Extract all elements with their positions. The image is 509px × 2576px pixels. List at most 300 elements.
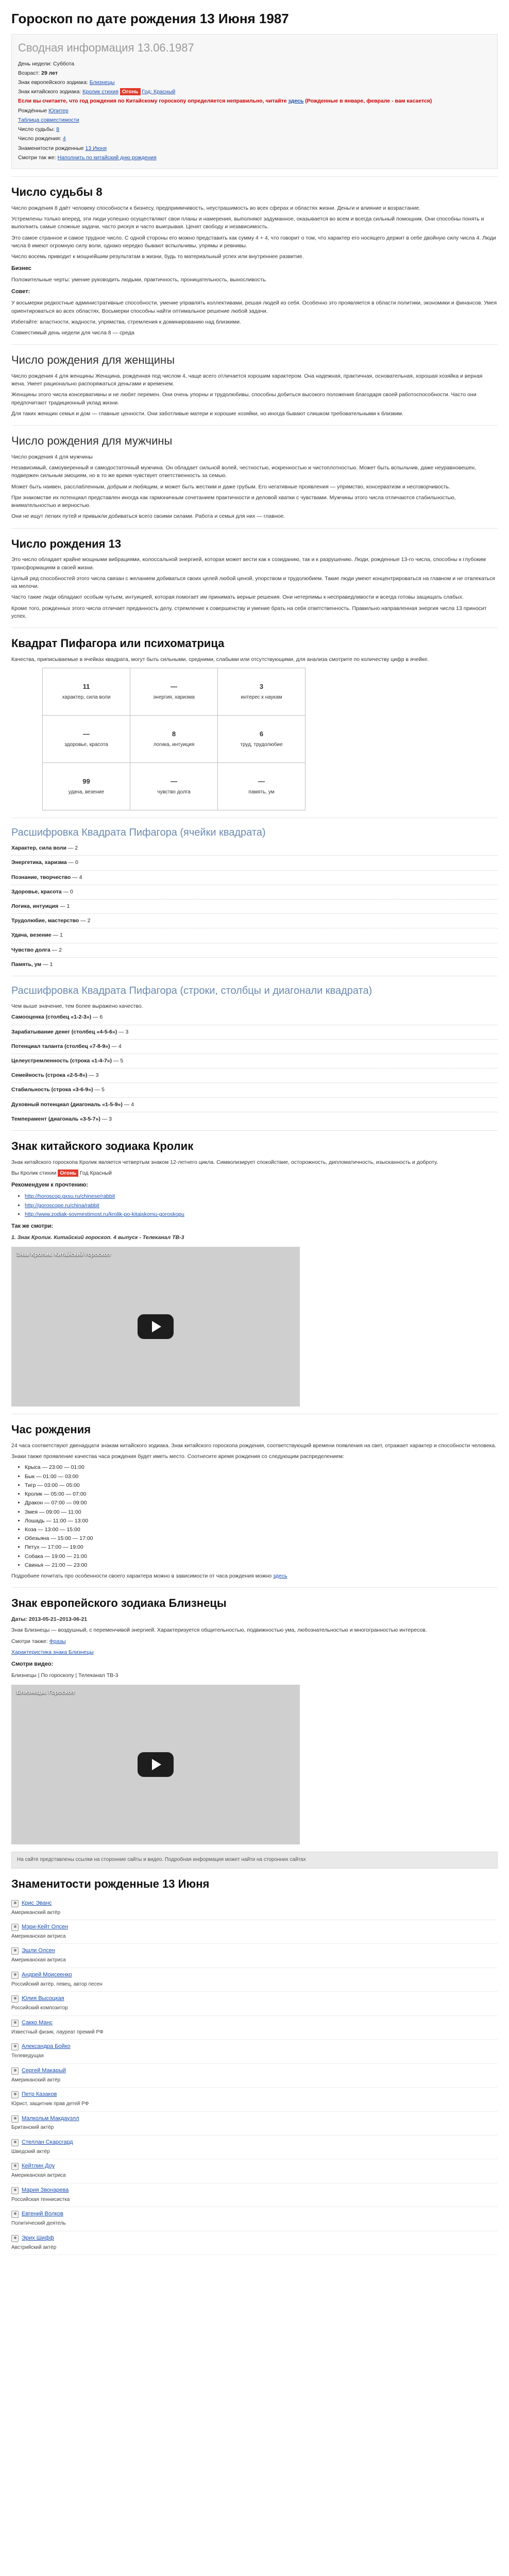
pythagoras-grid [42,668,306,810]
rabbit-element-row [11,1170,498,1177]
gemini-dates-value: 2013-05-21–2013-06-21 [28,1616,88,1623]
summary-row-chinese [18,88,491,96]
line-item: Духовный потенциал (диагональ «1-5-9») — 4 [11,1101,134,1108]
grid-cell [43,716,130,763]
gemini-heading: Знак европейского зодиака Близнецы [11,1597,227,1610]
gemini-see-label: Смотри также: [11,1638,48,1645]
grid-cell-num: — [171,777,177,785]
pythagoras-section [11,635,498,1123]
list-item: • Тигр — 03:00 — 05:00 [25,1482,498,1489]
famous-person [11,2136,498,2159]
person-icon [11,2139,19,2146]
play-button[interactable] [138,1752,174,1777]
famous-name-link[interactable]: Малкольм Макдауэлл [22,2115,79,2122]
famous-name-row [11,2210,498,2218]
summary-row-other [18,154,491,162]
famous-person [11,1896,498,1920]
line-item: Темперамент (диагональ «3-5-7») — 3 [11,1115,112,1122]
rabbit-video-label: Так же смотри: [11,1223,54,1229]
famous-desc: Американский актёр [11,1909,61,1916]
famous-person [11,2183,498,2207]
cell-item-label: Чувство долга [11,946,50,953]
cell-item-value: 2 [75,845,78,852]
famous-name-row [11,2019,498,2027]
planet-label: Рождённые [18,107,49,114]
list-item [25,1202,498,1210]
list-item: • Обезьяна — 15:00 — 17:00 [25,1535,498,1543]
famous-name-link[interactable]: Мария Звонарева [22,2187,69,2193]
grid-cell-label: здоровье, красота [64,741,108,748]
birth13-paragraph: Это число обладает крайне мощными вибрациями, колоссальной энергией, которая может вести как к созиданию, так и к разрушению. Люди, рожденные 13-го числа, способны к глубоким трансформациям в своей жизни. [11,556,486,571]
famous-name-row [11,2067,498,2075]
famous-name-link[interactable]: Стеллан Скарсгард [22,2139,73,2145]
recommend-label: Рекомендуем к прочтению: [11,1182,88,1189]
famous-person [11,1968,498,1992]
men-heading: Число рождения для мужчины [11,434,173,448]
grid-cell-label: память, ум [248,789,275,795]
summary-row-zodiac [18,79,491,87]
divider [11,870,498,871]
gemini-section [11,1595,498,1844]
famous-name-row [11,2187,498,2195]
divider [11,344,498,345]
summary-row-destiny [18,126,491,133]
list-item: • Собака — 19:00 — 21:00 [25,1553,498,1561]
chinese-sign-link[interactable]: Кролик стихия [82,89,118,95]
play-button[interactable] [138,1314,174,1339]
famous-name-link[interactable]: Петр Казаков [22,2091,57,2098]
chinese-label: Знак китайского зодиака: [18,89,81,95]
famous-label: Знаменитости рожденные [18,145,84,151]
grid-cell-num: — [258,777,265,785]
list-item [25,1211,498,1218]
list-item: • Змея — 09:00 — 11:00 [25,1509,498,1516]
summary-row-value: 29 лет [41,70,58,76]
grid-cell-label: чувство долга [157,789,191,795]
line-item: Целеустремленность (строка «1-4-7») — 5 [11,1057,124,1064]
person-icon [11,2115,19,2123]
element-badge: Огонь [120,88,141,95]
men-paragraph: Число рождения 4 для мужчины [11,454,93,461]
positive-text: Положительные черты: умение руководить людьми, практичность, проницательность, выносливость. [11,277,267,283]
cell-item: Характер, сила воли — 2 [11,845,78,852]
line-item: Самооценка (столбец «1-2-3») — 6 [11,1014,103,1021]
hours-paragraph: Знаки также проявление качества часа рождения будет иметь место. Соотнесите время рождения со следующим распределением: [11,1453,344,1460]
famous-desc: Американская актриса [11,1933,66,1939]
line-item-value: 3 [125,1028,129,1035]
line-item-value: 6 [99,1014,103,1021]
recommend-list [25,1193,498,1218]
rabbit-section [11,1138,498,1406]
famous-name-link[interactable]: Евгений Волков [22,2211,64,2217]
grid-cell-num: 6 [259,730,264,738]
person-icon [11,1972,19,1979]
negative-label: Совет: [11,289,30,295]
line-item: Зарабатывание денег (столбец «4-5-6») — 3 [11,1028,129,1035]
cell-item: Чувство долга — 2 [11,946,62,953]
famous-name-link[interactable]: Андрей Моисеенко [22,1971,72,1978]
video-title: Близнецы. Гороскоп [16,1689,75,1696]
line-item-label: Семейность (строка «2-5-8») [11,1072,88,1079]
destiny-heading: Число судьбы 8 [11,185,103,198]
famous-name-link[interactable]: Александра Бойко [22,2043,71,2050]
destiny-paragraph: Устремлены только вперед, эти люди успешно осуществляют свои планы и намерения, выполняют задуманное, оказывается во всем и всегда сильный помощник. Они способны понять и выполнить самые сложные задачи, часто рискуя и часто выигрывая. Ценят свободу и независимость. [11,216,484,230]
women-paragraph: Женщины этого числа консервативны и не любят перемен. Они очень упорны и трудолюбивы, способны добиться высокого положения благодаря своей работоспособности. Часто они предпочитают традиционный уклад жизни. [11,392,477,406]
famous-name-link[interactable]: Сергей Макарый [22,2067,66,2074]
line-item-label: Целеустремленность (строка «1-4-7») [11,1057,112,1064]
famous-name-link[interactable]: Мэри-Кейт Олсен [22,1924,69,1930]
recommend-link[interactable]: http://horoscop.gxsu.ru/chinese/rabbit [25,1193,115,1200]
women-paragraph: Для таких женщин семья и дом — главные ценности. Они заботливые матери и хорошие хозяйки, но иногда бывают слишком требовательными к близким. [11,410,403,417]
famous-person [11,1920,498,1944]
recommend-link[interactable]: http://www.zodiak-sovmestimost.ru/krolik-po-kitajskomu-goroskopu [25,1211,184,1217]
rabbit-paragraph: Знак китайского гороскопа Кролик является четвертым знаком 12-летнего цикла. Символизирует спокойствие, осторожность, дипломатичность, изысканность и доброту. [11,1159,438,1165]
summary-heading: Сводная информация 13.06.1987 [18,41,194,54]
destiny-paragraph: Избегайте: властности, жадности, упрямства, стремления к доминированию над близкими. [11,318,241,325]
line-item-value: 4 [118,1043,122,1049]
famous-person [11,1944,498,1968]
hours-list [25,1464,498,1569]
line-item-value: 4 [131,1101,134,1108]
line-item-label: Духовный потенциал (диагональ «1-5-9») [11,1101,123,1108]
famous-desc: Американская актриса [11,2173,66,2179]
famous-heading: Знаменитости рожденные 13 Июня [11,1877,210,1890]
famous-desc: Российский актёр, певец, автор песен [11,1981,103,1987]
list-item: • Дракон — 07:00 — 09:00 [25,1499,498,1507]
grid-cell [130,763,218,810]
gemini-video-caption: Близнецы | По гороскопу | Телеканал ТВ-3 [11,1672,118,1679]
person-icon [11,2091,19,2098]
divider [11,1068,498,1069]
famous-desc: Австрийский актёр [11,2244,57,2250]
negative-text: У восьмерки редкостные административные способности, умение управлять коллективами, решая людей из себя. Особенно это проявляется в области политики, экономики и финансов. Умея ориентироваться во всех областях, Восьмерки способны найти оптимальное решение любой задачи. [11,300,497,314]
line-item: Семейность (строка «2-5-8») — 3 [11,1072,99,1079]
lines-list [11,1013,498,1123]
gemini-videos-label: Смотри видео: [11,1661,54,1668]
rabbit-heading: Знак китайского зодиака Кролик [11,1140,194,1153]
famous-person [11,1992,498,2015]
hours-heading: Час рождения [11,1423,91,1436]
cell-item-value: 4 [79,874,82,880]
cell-item-value: 2 [87,918,91,924]
famous-person [11,2040,498,2063]
grid-cell-label: труд, трудолюбие [240,741,283,748]
cell-item-label: Характер, сила воли [11,845,66,852]
rabbit-video-caption [11,1234,498,1242]
list-item: • Лошадь — 11:00 — 13:00 [25,1517,498,1525]
gemini-video-player[interactable] [11,1685,300,1844]
page-title: Гороскоп по дате рождения 13 Июня 1987 [11,11,289,26]
famous-desc: Российская теннисистка [11,2196,70,2202]
person-icon [11,1995,19,2003]
person-icon [11,2211,19,2218]
cell-item-value: 0 [75,859,78,866]
gemini-paragraph: Знак Близнецы — воздушный, с переменчивой энергией. Характеризуется общительностью, подвижностью ума, любознательностью и многогранностью интересов. [11,1627,427,1634]
famous-name-row [11,1947,498,1955]
grid-cell [130,668,218,716]
person-icon [11,1924,19,1931]
person-icon [11,1900,19,1907]
hours-paragraph: 24 часа соответствуют двенадцати знакам китайского зодиака. Знак китайского гороскопа рождения, соответствующий времени появления на свет, отражает характер и способности человека. [11,1443,497,1449]
cell-item-label: Познание, творчество [11,874,71,880]
summary-row-value: Суббота [53,60,75,67]
cell-item-label: Логика, интуиция [11,903,59,909]
famous-name-link[interactable]: Сакко Манс [22,2019,53,2026]
rabbit-element-suffix: Год Красный [79,1170,112,1177]
warning-text: Если вы считаете, что год рождения по Китайскому гороскопу определяется неправильно, читайте [18,98,287,105]
compat-link[interactable]: Таблица совместимости [18,116,79,123]
famous-person [11,2231,498,2255]
birth13-section [11,536,498,620]
famous-desc: Телеведущая [11,2053,44,2059]
grid-cell [43,763,130,810]
birth13-paragraph: Кроме того, рожденных этого числа отличает преданность делу, стремление к совершенству и умение брать на себя ответственность. Правильно направленная энергия числа 13 приносит успех. [11,605,487,619]
hours-footer [11,1572,498,1580]
rabbit-element-prefix: Вы Кролик стихии [11,1170,57,1177]
famous-name-link[interactable]: Юлия Высоцкая [22,1995,64,2002]
grid-cell-label: интерес к наукам [241,694,282,700]
person-icon [11,2235,19,2242]
person-icon [11,2043,19,2050]
summary-row-compat [18,116,491,124]
famous-name-link[interactable]: Кейтлин Доу [22,2163,55,2170]
destiny-paragraph: Число восемь приводит к мощнейшим результатам в жизни, будь то материальный успех или внутреннее развитие. [11,253,304,260]
men-paragraph: Может быть наивен, расслабленным, добрым и любящим, и может быть жестким и даже грубым. Его негативные проявления — упрямство, консерватизм и несговорчивость. [11,483,450,490]
play-icon [152,1759,161,1770]
zodiac-link[interactable]: Близнецы [89,79,115,86]
divider [11,1039,498,1040]
list-item: • Кролик — 05:00 — 07:00 [25,1490,498,1498]
birth13-paragraph: Целый ряд способностей этого числа связан с желанием добиваться своих целей любой ценой, упорством и трудолюбием. Такие люди умеют концентрироваться на главном и не отвлекаться на мелочи. [11,575,495,590]
cell-item: Удача, везение — 1 [11,932,63,939]
women-heading: Число рождения для женщины [11,353,175,367]
grid-cell-num: 8 [172,730,176,738]
famous-person [11,2064,498,2088]
lines-heading: Расшифровка Квадрата Пифагора (строки, столбцы и диагонали квадрата) [11,985,372,997]
list-item: • Петух — 17:00 — 19:00 [25,1544,498,1551]
warning-tail: (Рожденные в январе, феврале - вам касается) [305,98,432,105]
famous-desc: Юрист, защитник прав детей РФ [11,2101,89,2107]
cell-item-label: Память, ум [11,961,42,968]
year-color-link[interactable]: Год: Красный [142,89,176,95]
line-item: Потенциал таланта (столбец «7-8-9») — 4 [11,1043,122,1049]
cell-item: Трудолюбие, мастерство — 2 [11,918,91,924]
famous-name-row [11,2043,498,2051]
person-icon [11,2187,19,2194]
birthnum-label: Число рождения: [18,135,61,142]
famous-name-row [11,1971,498,1979]
hours-section [11,1421,498,1580]
grid-cell [218,763,306,810]
cell-item-label: Трудолюбие, мастерство [11,918,79,924]
famous-desc: Британский актёр [11,2125,54,2131]
famous-name-row [11,1923,498,1931]
hours-footer-link[interactable]: здесь [273,1573,287,1580]
line-item: Стабильность (строка «3-6-9») — 5 [11,1087,105,1093]
women-section [11,352,498,418]
cell-item-value: 2 [59,946,62,953]
line-item-label: Стабильность (строка «3-6-9») [11,1087,93,1093]
famous-desc: Политический деятель [11,2221,66,2227]
warning-link[interactable]: здесь [288,98,304,105]
famous-name-row [11,2162,498,2171]
person-icon [11,2020,19,2027]
divider [11,1587,498,1588]
famous-name-link[interactable]: Эрих Шифф [22,2234,55,2241]
destiny-paragraph: Совместимый день недели для числа 8 — среда [11,329,134,336]
men-paragraph: Независимый, самоуверенный и самодостаточный мужчина. Он обладает сильной волей, честностью, искренностью и чистоплотностью. Может быть вспыльчив, даже неуравновешен, подвержен сильным эмоциям, но в то же время чувствует ответственность за семью. [11,465,477,479]
destiny-paragraph: Это самое странное и самое трудное число. С одной стороны его можно представить как сумму 4 + 4, что говорит о том, что характер его носящего держит в себе двойную силу числа 4. Люди числа 8 имеют огромную силу воли, однако нередко бывают вспыльчивы, упрямы и ревнивы. [11,234,496,249]
famous-person [11,2112,498,2136]
other-link[interactable]: Наполнить по китайский дню рождения [57,154,157,161]
line-item-value: 3 [109,1115,112,1122]
gemini-see-link[interactable]: Фразы [49,1638,66,1645]
positive-label: Бизнес [11,265,31,272]
gemini-dates [11,1616,498,1623]
cell-item: Логика, интуиция — 1 [11,903,70,909]
famous-name-row [11,2091,498,2099]
rabbit-video-player[interactable] [11,1247,300,1406]
famous-person [11,2159,498,2183]
birthnum-link[interactable]: 4 [62,135,66,142]
divider [11,1130,498,1131]
line-item-label: Потенциал таланта (столбец «7-8-9») [11,1043,110,1049]
famous-person [11,2207,498,2231]
famous-desc: Американская актриса [11,1957,66,1963]
grid-cell-num: — [171,682,177,690]
divider [11,528,498,529]
summary-row-age [18,70,491,77]
men-paragraph: При знакомстве их потенциал представлен иногда как гармоничным сочетанием практичности и деловой хватки с чувствами. Мужчины этого числа отличаются стабильностью, внимательностью и верностью. [11,494,456,509]
grid-cell [43,668,130,716]
cell-item-value: 1 [49,961,53,968]
rabbit-element-badge: Огонь [58,1170,78,1177]
person-icon [11,2163,19,2170]
cell-item-value: 1 [66,903,70,909]
summary-panel [11,34,498,169]
line-item-label: Зарабатывание денег (столбец «4-5-6») [11,1028,117,1035]
famous-name-row [11,2234,498,2243]
famous-name-row [11,1995,498,2003]
birth13-heading: Число рождения 13 [11,537,122,550]
list-item: • Свинья — 21:00 — 23:00 [25,1562,498,1569]
women-paragraph: Число рождения 4 для женщины Женщина, рожденная под числом 4, чаще всего отличается хорошим характером. Она надежная, практичная, основательная, хорошая хозяйка и верная жена. Умеет рационально распоряжаться деньгами и временем. [11,373,483,387]
men-paragraph: Они не ищут легких путей и привыкли добиваться всего своими силами. Работа и семья для них — главное. [11,513,285,520]
summary-row-label: Возраст: [18,70,40,76]
summary-warning [18,97,491,105]
famous-desc: Шведский актёр [11,2148,50,2155]
line-item-label: Самооценка (столбец «1-2-3») [11,1014,92,1021]
destiny-label: Число судьбы: [18,126,55,133]
summary-row-label: День недели: [18,60,52,67]
recommend-link[interactable]: http://goroscope.ru/china/rabbit [25,1202,99,1209]
pythagoras-heading: Квадрат Пифагора или психоматрица [11,636,225,650]
line-item-value: 5 [120,1057,124,1064]
list-item: • Крыса — 23:00 — 01:00 [25,1464,498,1471]
person-icon [11,1947,19,1955]
destiny-paragraph: Число рождения 8 даёт человеку способности к бизнесу, предприимчивость, неустрашимость во всех сферах и областях жизни. Деньги и влияние и возрастание. [11,205,421,211]
play-icon [152,1321,161,1332]
divider [11,913,498,914]
cell-item: Здоровье, красота — 0 [11,888,73,895]
cell-item: Энергетика, харизма — 0 [11,859,78,866]
famous-link[interactable]: 13 Июня [85,145,107,151]
video-title: Знак Кролик. Китайский гороскоп [16,1251,111,1258]
grid-cell-label: удача, везение [68,789,105,795]
grid-cell-label: логика, интуиция [153,741,195,748]
gemini-dates-label: Даты: [11,1616,27,1623]
gemini-link-row [11,1649,498,1656]
pythagoras-intro: Качества, приписываемые в ячейках квадрата, могут быть сильными, средними, слабыми или отсутствующими, для анализа смотрите по количеству цифр в ячейке. [11,656,429,663]
famous-name-link[interactable]: Эшли Олсен [22,1947,55,1954]
cell-item-value: 0 [70,888,73,895]
famous-person [11,2088,498,2111]
notice-bar: На сайте представлены ссылки на сторонние сайты и видео. Подробная информация может найти на сторонних сайтах [11,1852,498,1869]
summary-row-label: Знак европейского зодиака: [18,79,88,86]
cell-item-label: Энергетика, харизма [11,859,67,866]
rabbit-video-caption-text: 1. Знак Кролик. Китайский гороскоп. 4 выпуск - Телеканал ТВ-3 [11,1234,184,1241]
famous-name-row [11,2115,498,2123]
grid-cell [130,716,218,763]
famous-desc: Российский композитор [11,2005,68,2011]
summary-row-birthnum [18,135,491,143]
men-section [11,433,498,520]
grid-cell-label: энергия, харизма [153,694,195,700]
gemini-characteristic-link[interactable]: Характеристика знака Близнецы [11,1649,94,1655]
grid-cell [218,716,306,763]
lines-intro: Чем выше значение, тем более выражено качество. [11,1003,143,1010]
summary-row-weekday [18,60,491,68]
cell-item-label: Здоровье, красота [11,888,62,895]
famous-desc: Известный физик, лауреат премий РФ [11,2029,104,2035]
famous-name-link[interactable]: Крис Эванс [22,1900,52,1906]
list-item: • Коза — 13:00 — 15:00 [25,1526,498,1534]
hours-footer-text: Подробнее почитать про особенности своего характера можно в зависимости от часа рождения можно [11,1573,272,1580]
grid-cell [218,668,306,716]
destiny-section [11,184,498,337]
destiny-link[interactable]: 8 [56,126,60,133]
other-label: Смотри так же: [18,154,56,161]
famous-list [11,1896,498,2256]
planet-link[interactable]: Юпитер [48,107,69,114]
divider [11,1097,498,1098]
famous-name-row [11,2139,498,2147]
summary-row-planet [18,107,491,115]
line-item-label: Темперамент (диагональ «3-5-7») [11,1115,100,1122]
famous-person [11,2016,498,2040]
divider [11,425,498,426]
divider [11,176,498,177]
grid-cell-num: — [83,730,90,738]
cell-item-value: 1 [59,932,63,939]
divider [11,855,498,856]
grid-cell-num: 11 [82,682,90,690]
cell-item: Познание, творчество — 4 [11,874,82,880]
grid-cell-label: характер, сила воли [62,694,111,700]
divider [11,957,498,958]
cell-item-label: Удача, везение [11,932,52,939]
line-item-value: 5 [101,1087,105,1093]
gemini-see [11,1638,498,1646]
cell-item: Память, ум — 1 [11,961,53,968]
famous-section [11,1876,498,2255]
famous-desc: Американский актёр [11,2077,61,2083]
list-item: • Бык — 01:00 — 03:00 [25,1473,498,1481]
cells-heading: Расшифровка Квадрата Пифагора (ячейки квадрата) [11,827,266,839]
summary-row-famous [18,145,491,152]
grid-cell-num: 3 [259,682,264,690]
cells-list [11,844,498,969]
